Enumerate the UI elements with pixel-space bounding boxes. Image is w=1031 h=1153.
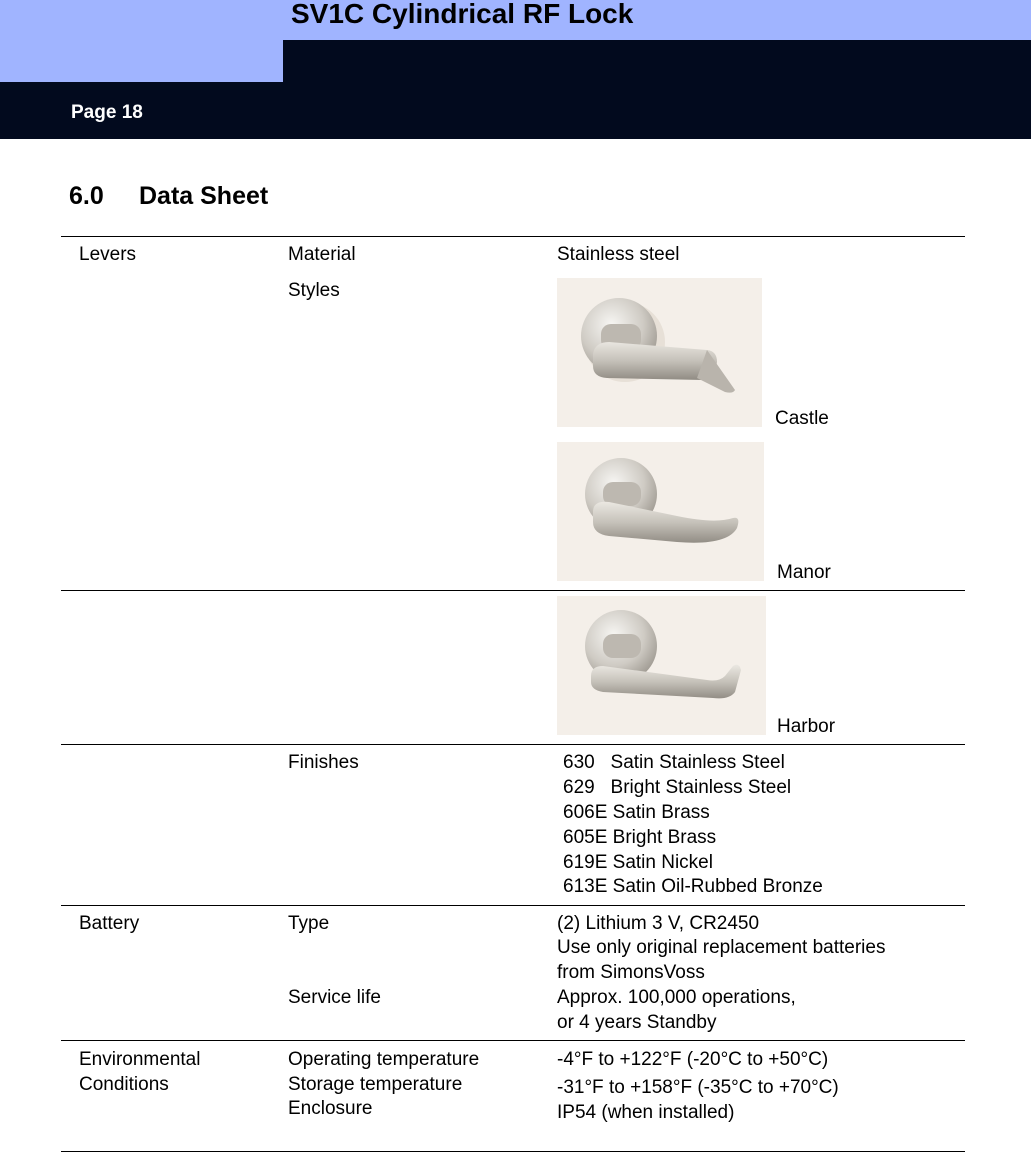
battery-type-line: Use only original replacement batteries: [557, 937, 886, 958]
table-rule: [61, 1040, 965, 1041]
table-rule: [61, 905, 965, 906]
header-band-right-bottom: [283, 40, 1031, 82]
style-name-castle: Castle: [775, 408, 829, 429]
battery-type-line: from SimonsVoss: [557, 962, 705, 983]
table-rule: [61, 744, 965, 745]
battery-type-line: (2) Lithium 3 V, CR2450: [557, 913, 760, 934]
enclosure-value: IP54 (when installed): [557, 1102, 735, 1123]
finish-item: 630 Satin Stainless Steel: [563, 752, 785, 773]
battery-category: Battery: [79, 913, 140, 934]
finish-item: 605E Bright Brass: [563, 827, 717, 848]
section-number: 6.0: [69, 182, 104, 210]
operating-temperature-label: Operating temperature: [288, 1049, 480, 1070]
header-band-left: [0, 0, 283, 82]
section-title: Data Sheet: [139, 182, 269, 210]
finish-item: 606E Satin Brass: [563, 802, 710, 823]
storage-temperature-value: -31°F to +158°F (-35°C to +70°C): [557, 1077, 839, 1098]
styles-label: Styles: [288, 280, 340, 301]
page-number: Page 18: [71, 102, 143, 123]
manor-lever-photo: [557, 442, 764, 581]
levers-category: Levers: [79, 244, 137, 265]
harbor-lever-photo: [557, 596, 766, 735]
material-label: Material: [288, 244, 356, 265]
finish-item: 619E Satin Nickel: [563, 852, 713, 873]
finish-item: 629 Bright Stainless Steel: [563, 777, 792, 798]
service-life-label: Service life: [288, 987, 381, 1008]
style-name-harbor: Harbor: [777, 716, 836, 737]
document-title: SV1C Cylindrical RF Lock: [291, 0, 634, 29]
finishes-label: Finishes: [288, 752, 359, 773]
castle-lever-photo: [557, 278, 762, 427]
operating-temperature-value: -4°F to +122°F (-20°C to +50°C): [557, 1049, 829, 1070]
service-life-line: Approx. 100,000 operations,: [557, 987, 796, 1008]
enclosure-label: Enclosure: [288, 1098, 373, 1119]
table-rule-top: [61, 236, 965, 237]
table-rule-bottom: [61, 1151, 965, 1152]
table-rule: [61, 590, 965, 591]
finish-item: 613E Satin Oil-Rubbed Bronze: [563, 876, 823, 897]
storage-temperature-label: Storage temperature: [288, 1074, 463, 1095]
material-value: Stainless steel: [557, 244, 680, 265]
service-life-line: or 4 years Standby: [557, 1012, 717, 1033]
style-name-manor: Manor: [777, 562, 831, 583]
header-page-bar: [0, 82, 1031, 139]
environment-category-line: Environmental: [79, 1049, 201, 1070]
environment-category-line: Conditions: [79, 1074, 169, 1095]
battery-type-label: Type: [288, 913, 330, 934]
